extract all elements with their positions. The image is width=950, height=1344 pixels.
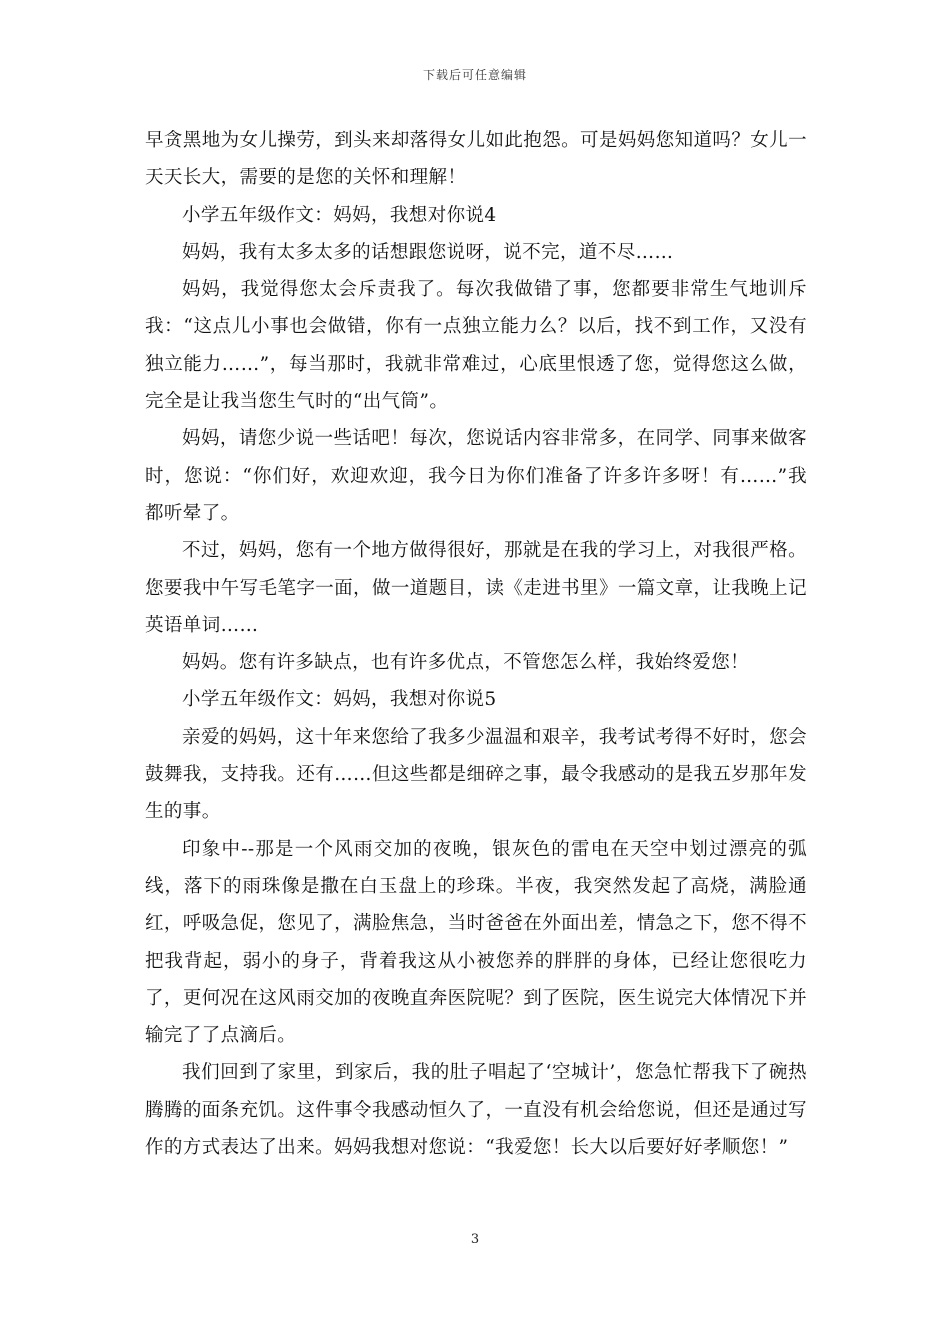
paragraph: 早贪黑地为女儿操劳，到头来却落得女儿如此抱怨。可是妈妈您知道吗？女儿一天天长大，需要的是您的关怀和理解！ (145, 130, 807, 189)
paragraph: 小学五年级作文：妈妈，我想对你说5 (182, 689, 497, 711)
paragraph: 亲爱的妈妈，这十年来您给了我多少温温和艰辛，我考试考得不好时，您会鼓舞我，支持我。还有……但这些都是细碎之事，最令我感动的是我五岁那年发生的事。 (145, 726, 807, 823)
page-header: 下载后可任意编辑 (422, 68, 527, 82)
page-number: 3 (470, 1232, 480, 1247)
paragraph: 小学五年级作文：妈妈，我想对你说4 (182, 204, 497, 226)
paragraph: 妈妈，我觉得您太会斥责我了。每次我做错了事，您都要非常生气地训斥我：“这点儿小事也会做错，你有一点独立能力么？以后，找不到工作，又没有独立能力……”，每当那时，我就非常难过，心底里恨透了您，觉得您这么做，完全是让我当您生气时的“出气筒”。 (145, 279, 807, 413)
paragraph: 妈妈。您有许多缺点，也有许多优点，不管您怎么样，我始终爱您！ (182, 652, 750, 674)
paragraph: 妈妈，我有太多太多的话想跟您说呀，说不完，道不尽…… (182, 241, 674, 263)
paragraph: 我们回到了家里，到家后，我的肚子唱起了‘空城计’，您急忙帮我下了碗热腾腾的面条充饥。这件事令我感动恒久了，一直没有机会给您说，但还是通过写作的方式表达了出来。妈妈我想对您说：“我爱您！长大以后要好好孝顺您！” (145, 1062, 807, 1159)
document-body (145, 122, 807, 1166)
paragraph: 印象中--那是一个风雨交加的夜晚，银灰色的雷电在天空中划过漂亮的弧线，落下的雨珠像是撒在白玉盘上的珍珠。半夜，我突然发起了高烧，满脸通红，呼吸急促，您见了，满脸焦急，当时爸爸在外面出差，情急之下，您不得不把我背起，弱小的身子，背着我这从小被您养的胖胖的身体，已经让您很吃力了，更何况在这风雨交加的夜晚直奔医院呢？到了医院，医生说完大体情况下并输完了了点滴后。 (145, 838, 807, 1047)
paragraph: 妈妈，请您少说一些话吧！每次，您说话内容非常多，在同学、同事来做客时，您说：“你们好，欢迎欢迎，我今日为你们准备了许多许多呀！有……”我都听晕了。 (145, 428, 807, 524)
paragraph: 不过，妈妈，您有一个地方做得很好，那就是在我的学习上，对我很严格。您要我中午写毛笔字一面，做一道题目，读《走进书里》一篇文章，让我晚上记英语单词…… (145, 540, 807, 636)
